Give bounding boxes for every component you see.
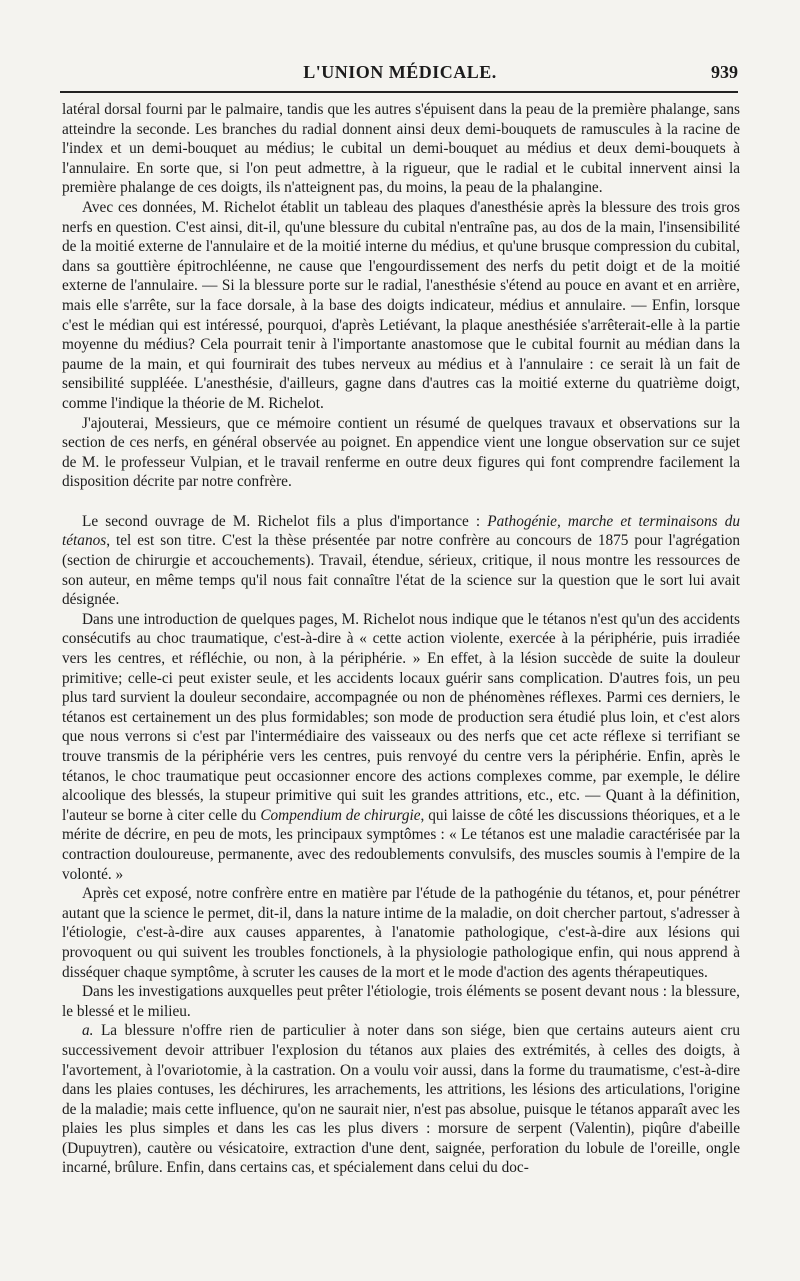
paragraph: J'ajouterai, Messieurs, que ce mémoire contient un résumé de quelques travaux et observations sur la section de ces nerfs, en général observée au poignet. En appendice vient une longue observation sur ce sujet de M. le professeur Vulpian, et le travail renferme en outre deux figures qui font comprendre facilement la disposition décrite par notre confrère. xyxy=(62,414,740,491)
page-header xyxy=(60,62,740,88)
paragraph xyxy=(62,610,740,884)
paragraph: Dans les investigations auxquelles peut prêter l'étiologie, trois éléments se posent devant nous : la blessure, le blessé et le milieu. xyxy=(62,983,740,1020)
list-marker: a. xyxy=(82,1022,94,1040)
cited-work-title: Compendium de chirurgie xyxy=(260,806,421,824)
paragraph-text: La blessure n'offre rien de particulier à noter dans son siége, bien que certains auteurs aient cru successivement devoir attribuer l'explosion du tétanos aux plaies des extrémités, à celles des doigts, à l'avortement, à l'ovariotomie, à la castration. On a voulu voir aussi, dans la forme du traumatisme, c'est-à-dire dans les plaies contuses, les déchirures, les arrachements, les attritions, les lésions des articulations, l'origine de la maladie; mais cette influence, qu'on ne saurait nier, n'est pas absolue, puisque le tétanos apparaît avec les plaies les plus simples et dans les cas les plus divers : morsure de serpent (Valentin), piqûre d'abeille (Dupuytren), cautère ou vésicatoire, extraction d'une dent, saignée, perforation du lobule de l'oreille, ongle incarné, brûlure. Enfin, dans certains cas, et spécialement dans celui du doc- xyxy=(62,1022,740,1177)
paragraph: latéral dorsal fourni par le palmaire, tandis que les autres s'épuisent dans la peau de la première phalange, sans atteindre la seconde. Les branches du radial donnent ainsi deux demi-bouquets de ramuscules à la racine de l'index et un demi-bouquet au médius; le cubital un demi-bouquet au médius et deux demi-bouquets à l'annulaire. En sorte que, si l'on peut admettre, à la rigueur, que le radial et le cubital innervent ainsi la première phalange de ces doigts, ils n'atteignent pas, du moins, la peau de la phalangine. xyxy=(62,101,740,197)
paragraph xyxy=(62,1021,740,1178)
thesis-title: Pathogénie, marche et terminaisons du tétanos xyxy=(62,512,740,550)
page-number: 939 xyxy=(711,62,738,82)
paragraph-text: Dans une introduction de quelques pages, M. Richelot nous indique que le tétanos n'est qu'un des accidents consécutifs au choc traumatique, c'est-à-dire à « cette action violente, exercée à la périphérie, puis irradiée vers les centres, et réfléchie, ou non, à la périphérie. » En effet, à la lésion succède de suite la douleur primitive; celle-ci peut exister seule, et les accidents locaux guérir sans complication. D'autres fois, un peu plus tard survient la douleur secondaire, accompagnée ou non de phénomènes réflexes. Parmi ces derniers, le tétanos est certainement un des plus formidables; son mode de production sera étudié plus loin, et c'est alors que nous verrons si c'est par l'intermédiaire des vaisseaux ou des nerfs que cet acte réflexe si terrifiant se trouve transmis de la périphérie vers les centres, puis renvoyé du centre vers la périphérie. Enfin, après le tétanos, le choc traumatique peut occasionner encore des actions complexes comme, par exemple, le délire alcoolique des blessés, la stupeur primitive qui suit les grandes attritions, etc., etc. — Quant à la définition, l'auteur se borne à citer celle du xyxy=(62,610,740,824)
paragraph-text: Le second ouvrage de M. Richelot fils a plus d'importance : xyxy=(82,512,488,530)
paragraph: Après cet exposé, notre confrère entre en matière par l'étude de la pathogénie du tétanos, et, pour pénétrer autant que la science le permet, dit-il, dans la nature intime de la maladie, on doit chercher partout, s'adresser à l'étiologie, c'est-à-dire aux causes apparentes, à l'anatomie pathologique, c'est-à-dire aux lésions qui provoquent ou qui suivent les troubles fonctionels, à la physiologie pathologique enfin, qui nous apprend à disséquer chaque symptôme, à scruter les causes de la mort et le mode d'action des agents thérapeutiques. xyxy=(62,885,740,981)
paragraph-second-work xyxy=(62,512,740,610)
paragraph-text: , qui laisse de côté les discussions théoriques, et a le mérite de décrire, en peu de mots, les principaux symptômes : « Le tétanos est une maladie caractérisée par la contraction douloureuse, permanente, avec des redoublements convulsifs, des muscles soumis à l'empire de la volonté. » xyxy=(62,806,740,883)
running-title: L'UNION MÉDICALE. xyxy=(303,62,497,82)
article-body xyxy=(62,100,740,1178)
paragraph: Avec ces données, M. Richelot établit un tableau des plaques d'anesthésie après la blessure des trois gros nerfs en question. C'est ainsi, dit-il, qu'une blessure du cubital n'entraîne pas, au dos de la main, l'insensibilité de la moitié externe de l'annulaire et de la moitié interne du médius, et qu'une brusque compression du cubital, dans sa gouttière épitrochléenne, ne cause que l'engourdissement des nerfs du petit doigt et de la moitié externe de l'annulaire. — Si la blessure porte sur le radial, l'anesthésie s'étend au pouce en avant et en arrière, mais elle s'arrête, sur la face dorsale, à la base des doigts indicateur, médius et annulaire. — Enfin, lorsque c'est le médian qui est intéressé, pourquoi, d'après Letiévant, la plaque anesthésiée s'arrêterait-elle à la partie moyenne du médius? Cela pourrait tenir à l'importante anastomose que le cubital fournit au médian dans la paume de la main, et qui fournirait des tubes nerveux au médius et à l'annulaire : ce serait là un fait de sensibilité suppléée. L'anesthésie, d'ailleurs, gagne dans d'autres cas la moitié externe du quatrième doigt, comme l'indique la théorie de M. Richelot. xyxy=(62,198,740,412)
paragraph-text: , tel est son titre. C'est la thèse présentée par notre confrère au concours de 1875 pour l'agrégation (section de chirurgie et accouchements). Travail, étendue, sérieux, critique, il nous montre les ressources de son auteur, en même temps qu'il nous fait connaître l'état de la science sur la question que le sort lui avait désignée. xyxy=(62,532,740,609)
header-rule xyxy=(60,91,738,93)
